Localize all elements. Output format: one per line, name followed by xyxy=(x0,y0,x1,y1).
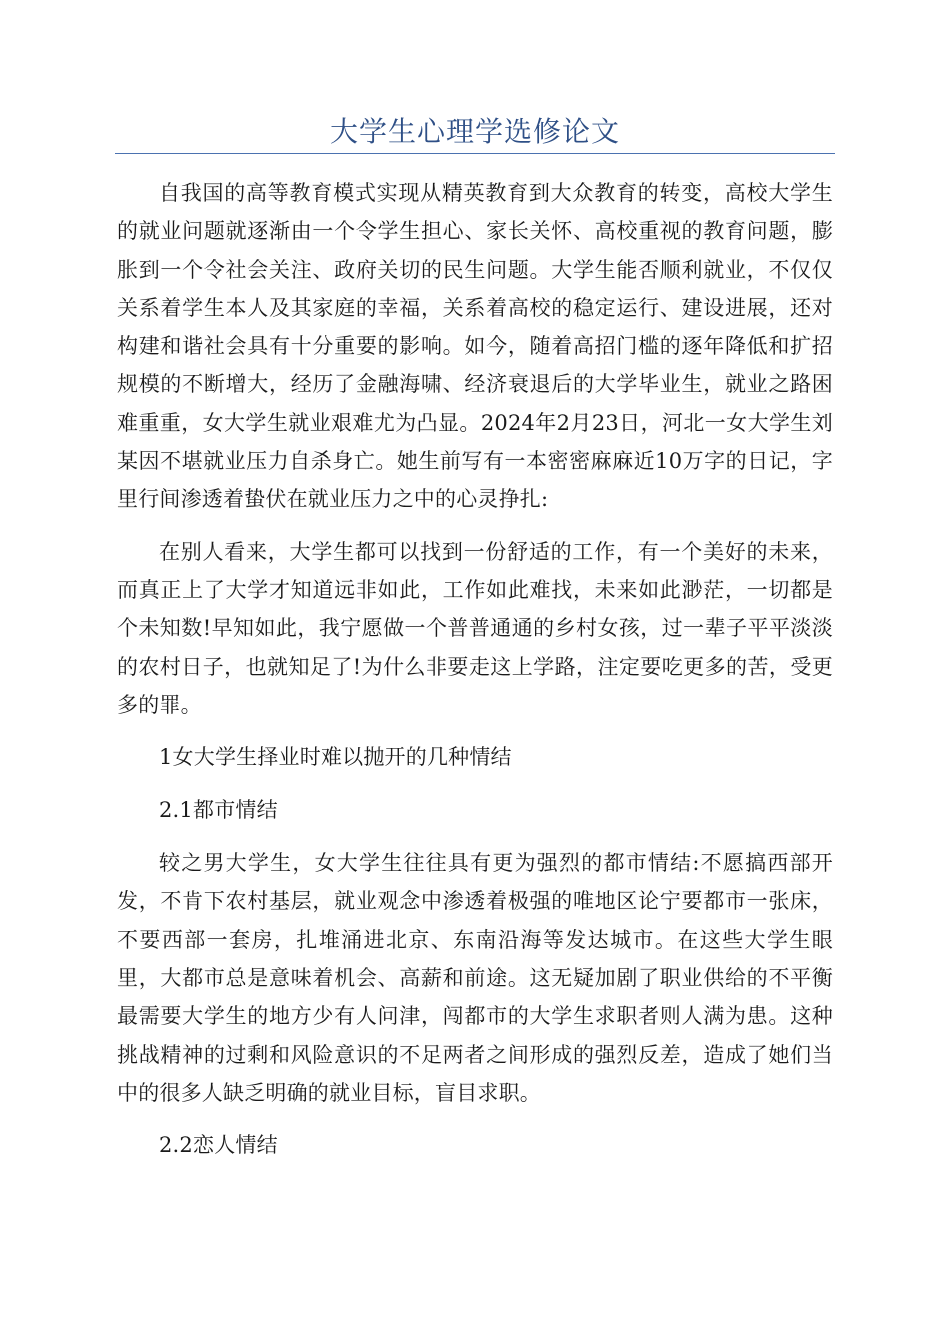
paragraph-intro: 自我国的高等教育模式实现从精英教育到大众教育的转变，高校大学生的就业问题就逐渐由一个令学生担心、家长关怀、高校重视的教育问题，膨胀到一个令社会关注、政府关切的民生问题。大学生能否顺利就业，不仅仅关系着学生本人及其家庭的幸福，关系着高校的稳定运行、建设进展，还对构建和谐社会具有十分重要的影响。如今，随着高招门槛的逐年降低和扩招规模的不断增大，经历了金融海啸、经济衰退后的大学毕业生，就业之路困难重重，女大学生就业艰难尤为凸显。2024年2月23日，河北一女大学生刘某因不堪就业压力自杀身亡。她生前写有一本密密麻麻近10万字的日记，字里行间渗透着蛰伏在就业压力之中的心灵挣扎: xyxy=(117,181,833,512)
section-heading-2-2: 2.2恋人情结 xyxy=(159,1133,278,1158)
section-heading-2-1: 2.1都市情结 xyxy=(159,798,278,823)
section-heading-1: 1女大学生择业时难以抛开的几种情结 xyxy=(159,745,512,770)
document-body xyxy=(117,174,833,1164)
paragraph-diary-quote: 在别人看来，大学生都可以找到一份舒适的工作，有一个美好的未来，而真正上了大学才知道远非如此，工作如此难找，未来如此渺茫，一切都是个未知数!早知如此，我宁愿做一个普普通通的乡村女孩，过一辈子平平淡淡的农村日子，也就知足了!为什么非要走这上学路，注定要吃更多的苦，受更多的罪。 xyxy=(117,539,833,717)
document-title: 大学生心理学选修论文 xyxy=(329,115,620,148)
title-underline xyxy=(115,153,835,154)
paragraph-urban-complex: 较之男大学生，女大学生往往具有更为强烈的都市情结:不愿搞西部开发，不肯下农村基层，就业观念中渗透着极强的唯地区论宁要都市一张床，不要西部一套房，扎堆涌进北京、东南沿海等发达城市。在这些大学生眼里，大都市总是意味着机会、高薪和前途。这无疑加剧了职业供给的不平衡最需要大学生的地方少有人问津，闯都市的大学生求职者则人满为患。这种挑战精神的过剩和风险意识的不足两者之间形成的强烈反差，造成了她们当中的很多人缺乏明确的就业目标，盲目求职。 xyxy=(117,851,833,1105)
